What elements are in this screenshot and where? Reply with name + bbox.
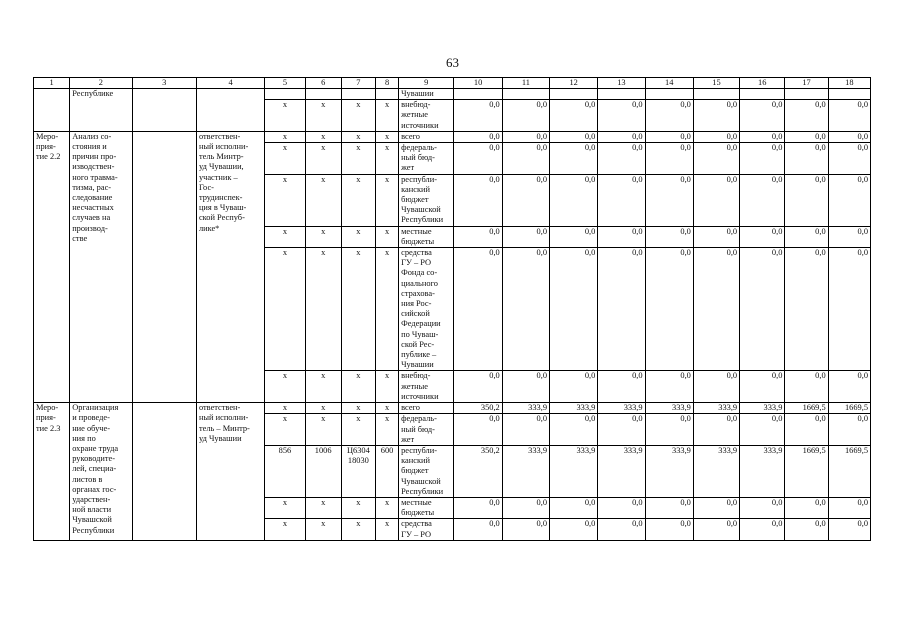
- value-cell: 333,9: [598, 445, 645, 497]
- value-cell: 0,0: [740, 248, 785, 371]
- value-cell: 0,0: [502, 371, 549, 403]
- budget-code: х: [375, 143, 398, 175]
- budget-code: х: [341, 403, 375, 414]
- value-cell: 0,0: [785, 131, 828, 142]
- value-cell: 333,9: [502, 403, 549, 414]
- value-cell: 0,0: [693, 497, 739, 518]
- budget-code: х: [375, 226, 398, 247]
- value-cell: 0,0: [645, 248, 693, 371]
- column-header: 8: [375, 78, 398, 89]
- value-cell: 333,9: [740, 403, 785, 414]
- value-cell: 0,0: [693, 131, 739, 142]
- column-header: 10: [454, 78, 502, 89]
- value-cell: 350,2: [454, 403, 502, 414]
- value-cell: 0,0: [828, 497, 870, 518]
- value-cell: 0,0: [598, 143, 645, 175]
- page-number: 63: [446, 55, 459, 70]
- value-cell: [693, 89, 739, 100]
- empty-cell: [132, 403, 196, 541]
- measure-id: Меро- прия- тие 2.2: [34, 131, 70, 402]
- value-cell: 0,0: [598, 497, 645, 518]
- empty-cell: [132, 89, 196, 132]
- budget-code: Ц6304 18030: [341, 445, 375, 497]
- executor: [196, 89, 264, 132]
- column-header: 1: [34, 78, 70, 89]
- budget-code: х: [341, 100, 375, 132]
- funding-source: федераль- ный бюд- жет: [399, 143, 454, 175]
- value-cell: 0,0: [502, 497, 549, 518]
- budget-code: 600: [375, 445, 398, 497]
- value-cell: 333,9: [550, 445, 598, 497]
- value-cell: 0,0: [454, 226, 502, 247]
- column-header: 17: [785, 78, 828, 89]
- budget-code: х: [265, 143, 305, 175]
- value-cell: 0,0: [454, 519, 502, 540]
- budget-code: х: [305, 371, 341, 403]
- funding-source: всего: [399, 131, 454, 142]
- value-cell: 0,0: [502, 519, 549, 540]
- funding-source: местные бюджеты: [399, 226, 454, 247]
- budget-code: х: [265, 131, 305, 142]
- column-header: 3: [132, 78, 196, 89]
- funding-source: внебюд- жетные источники: [399, 371, 454, 403]
- value-cell: 0,0: [550, 371, 598, 403]
- value-cell: 0,0: [785, 100, 828, 132]
- funding-source: внебюд- жетные источники: [399, 100, 454, 132]
- value-cell: 0,0: [828, 100, 870, 132]
- budget-code: х: [265, 248, 305, 371]
- column-header: 9: [399, 78, 454, 89]
- value-cell: 0,0: [828, 174, 870, 226]
- value-cell: [828, 89, 870, 100]
- value-cell: 0,0: [693, 100, 739, 132]
- value-cell: 0,0: [550, 226, 598, 247]
- funding-source: местные бюджеты: [399, 497, 454, 518]
- value-cell: 1669,5: [828, 403, 870, 414]
- value-cell: 333,9: [502, 445, 549, 497]
- budget-code: х: [305, 226, 341, 247]
- value-cell: 0,0: [740, 519, 785, 540]
- budget-code: х: [265, 414, 305, 446]
- budget-code: х: [265, 100, 305, 132]
- value-cell: 0,0: [502, 143, 549, 175]
- budget-code: х: [265, 519, 305, 540]
- budget-code: х: [341, 519, 375, 540]
- value-cell: 1669,5: [785, 403, 828, 414]
- budget-code: х: [375, 403, 398, 414]
- value-cell: [550, 89, 598, 100]
- budget-code: х: [375, 497, 398, 518]
- budget-code: х: [265, 403, 305, 414]
- value-cell: [740, 89, 785, 100]
- value-cell: 0,0: [598, 100, 645, 132]
- measure-name: Республике: [70, 89, 132, 132]
- column-header: 5: [265, 78, 305, 89]
- value-cell: 333,9: [645, 403, 693, 414]
- value-cell: 0,0: [550, 414, 598, 446]
- value-cell: [785, 89, 828, 100]
- budget-code: х: [341, 414, 375, 446]
- value-cell: 0,0: [454, 414, 502, 446]
- value-cell: 0,0: [502, 100, 549, 132]
- budget-code: [305, 89, 341, 100]
- value-cell: 0,0: [598, 174, 645, 226]
- header-row: [34, 78, 871, 89]
- column-header: 12: [550, 78, 598, 89]
- value-cell: 0,0: [740, 497, 785, 518]
- budget-code: х: [341, 131, 375, 142]
- funding-source: Чувашии: [399, 89, 454, 100]
- budget-code: х: [265, 174, 305, 226]
- value-cell: 0,0: [645, 497, 693, 518]
- value-cell: 0,0: [502, 131, 549, 142]
- column-header: 16: [740, 78, 785, 89]
- funding-source: средства ГУ – РО Фонда со- циального страхова- ния Рос- сийской Федерации по Чуваш- ской Рес- публике – Чувашии: [399, 248, 454, 371]
- value-cell: 0,0: [740, 371, 785, 403]
- value-cell: 0,0: [740, 131, 785, 142]
- empty-cell: [132, 131, 196, 402]
- value-cell: 0,0: [502, 248, 549, 371]
- value-cell: 0,0: [828, 143, 870, 175]
- budget-code: х: [305, 248, 341, 371]
- budget-code: х: [375, 100, 398, 132]
- budget-code: х: [305, 414, 341, 446]
- value-cell: 0,0: [740, 100, 785, 132]
- budget-table: [33, 77, 871, 541]
- value-cell: 0,0: [598, 248, 645, 371]
- value-cell: 0,0: [502, 174, 549, 226]
- executor: ответствен- ный исполни- тель – Минтр- уд Чувашии: [196, 403, 264, 541]
- value-cell: 0,0: [598, 226, 645, 247]
- funding-source: федераль- ный бюд- жет: [399, 414, 454, 446]
- budget-code: х: [375, 174, 398, 226]
- value-cell: 1669,5: [785, 445, 828, 497]
- value-cell: 0,0: [828, 131, 870, 142]
- value-cell: 350,2: [454, 445, 502, 497]
- column-header: 18: [828, 78, 870, 89]
- budget-code: х: [341, 497, 375, 518]
- value-cell: 0,0: [645, 414, 693, 446]
- budget-code: х: [305, 131, 341, 142]
- budget-code: х: [341, 248, 375, 371]
- value-cell: 0,0: [740, 174, 785, 226]
- budget-code: [341, 89, 375, 100]
- budget-code: х: [305, 519, 341, 540]
- table-body: [34, 78, 871, 541]
- value-cell: 0,0: [502, 226, 549, 247]
- value-cell: 0,0: [645, 131, 693, 142]
- value-cell: 0,0: [693, 414, 739, 446]
- value-cell: 0,0: [454, 100, 502, 132]
- budget-code: х: [375, 131, 398, 142]
- value-cell: 333,9: [740, 445, 785, 497]
- value-cell: 0,0: [645, 100, 693, 132]
- value-cell: 0,0: [828, 371, 870, 403]
- value-cell: 0,0: [598, 519, 645, 540]
- budget-code: х: [305, 100, 341, 132]
- value-cell: 1669,5: [828, 445, 870, 497]
- value-cell: 0,0: [550, 100, 598, 132]
- column-header: 15: [693, 78, 739, 89]
- measure-name: Организация и проведе- ние обуче- ния по охране труда руководите- лей, специа- листов в органах гос- ударствен- ной власти Чувашской Республики: [70, 403, 132, 541]
- value-cell: 333,9: [645, 445, 693, 497]
- value-cell: [645, 89, 693, 100]
- value-cell: 0,0: [693, 371, 739, 403]
- value-cell: 0,0: [550, 519, 598, 540]
- value-cell: 0,0: [550, 497, 598, 518]
- value-cell: 0,0: [828, 414, 870, 446]
- value-cell: 0,0: [550, 131, 598, 142]
- value-cell: 0,0: [598, 371, 645, 403]
- budget-code: х: [305, 403, 341, 414]
- table-row: [34, 131, 871, 142]
- budget-code: [375, 89, 398, 100]
- value-cell: 0,0: [740, 226, 785, 247]
- value-cell: 0,0: [454, 174, 502, 226]
- value-cell: 0,0: [785, 497, 828, 518]
- column-header: 2: [70, 78, 132, 89]
- funding-source: средства ГУ – РО: [399, 519, 454, 540]
- value-cell: 0,0: [645, 174, 693, 226]
- value-cell: 0,0: [454, 371, 502, 403]
- budget-code: х: [375, 248, 398, 371]
- value-cell: 0,0: [454, 131, 502, 142]
- budget-code: 856: [265, 445, 305, 497]
- value-cell: 333,9: [693, 403, 739, 414]
- value-cell: 333,9: [598, 403, 645, 414]
- value-cell: 0,0: [785, 414, 828, 446]
- budget-code: х: [341, 226, 375, 247]
- value-cell: 0,0: [502, 414, 549, 446]
- column-header: 13: [598, 78, 645, 89]
- budget-code: х: [305, 143, 341, 175]
- column-header: 14: [645, 78, 693, 89]
- value-cell: 0,0: [828, 248, 870, 371]
- value-cell: 0,0: [785, 174, 828, 226]
- column-header: 6: [305, 78, 341, 89]
- value-cell: 0,0: [693, 143, 739, 175]
- value-cell: 0,0: [454, 497, 502, 518]
- table-row: [34, 89, 871, 100]
- budget-code: х: [375, 519, 398, 540]
- value-cell: [598, 89, 645, 100]
- value-cell: 0,0: [828, 226, 870, 247]
- value-cell: 0,0: [785, 248, 828, 371]
- value-cell: 0,0: [828, 519, 870, 540]
- value-cell: 0,0: [645, 371, 693, 403]
- value-cell: 0,0: [693, 174, 739, 226]
- value-cell: 0,0: [740, 414, 785, 446]
- value-cell: 0,0: [454, 248, 502, 371]
- value-cell: 0,0: [598, 414, 645, 446]
- value-cell: 0,0: [645, 226, 693, 247]
- value-cell: 333,9: [693, 445, 739, 497]
- measure-id: [34, 89, 70, 132]
- budget-code: х: [305, 497, 341, 518]
- value-cell: 0,0: [693, 519, 739, 540]
- budget-code: [265, 89, 305, 100]
- executor: ответствен- ный исполни- тель Минтр- уд Чувашии, участник – Гос- трудинспек- ция в Чуваш- ской Респуб- лике*: [196, 131, 264, 402]
- value-cell: 0,0: [785, 519, 828, 540]
- value-cell: 0,0: [550, 248, 598, 371]
- column-header: 11: [502, 78, 549, 89]
- budget-code: х: [265, 226, 305, 247]
- value-cell: [502, 89, 549, 100]
- value-cell: 0,0: [693, 226, 739, 247]
- budget-code: х: [341, 371, 375, 403]
- value-cell: 0,0: [785, 143, 828, 175]
- value-cell: 0,0: [740, 143, 785, 175]
- budget-code: х: [375, 414, 398, 446]
- value-cell: 0,0: [550, 174, 598, 226]
- value-cell: [454, 89, 502, 100]
- budget-code: х: [341, 143, 375, 175]
- column-header: 7: [341, 78, 375, 89]
- value-cell: 0,0: [693, 248, 739, 371]
- funding-source: республи- канский бюджет Чувашской Республики: [399, 174, 454, 226]
- column-header: 4: [196, 78, 264, 89]
- value-cell: 0,0: [598, 131, 645, 142]
- value-cell: 0,0: [454, 143, 502, 175]
- funding-source: всего: [399, 403, 454, 414]
- budget-code: х: [265, 497, 305, 518]
- funding-source: республи- канский бюджет Чувашской Республики: [399, 445, 454, 497]
- table-row: [34, 403, 871, 414]
- measure-id: Меро- прия- тие 2.3: [34, 403, 70, 541]
- budget-code: х: [375, 371, 398, 403]
- value-cell: 0,0: [550, 143, 598, 175]
- budget-code: х: [341, 174, 375, 226]
- budget-code: х: [265, 371, 305, 403]
- value-cell: 0,0: [785, 371, 828, 403]
- value-cell: 0,0: [645, 143, 693, 175]
- value-cell: 0,0: [785, 226, 828, 247]
- budget-code: х: [305, 174, 341, 226]
- measure-name: Анализ со- стояния и причин про- изводствен- ного травма- тизма, рас- следование несчастных случаев на производ- стве: [70, 131, 132, 402]
- budget-code: 1006: [305, 445, 341, 497]
- value-cell: 333,9: [550, 403, 598, 414]
- value-cell: 0,0: [645, 519, 693, 540]
